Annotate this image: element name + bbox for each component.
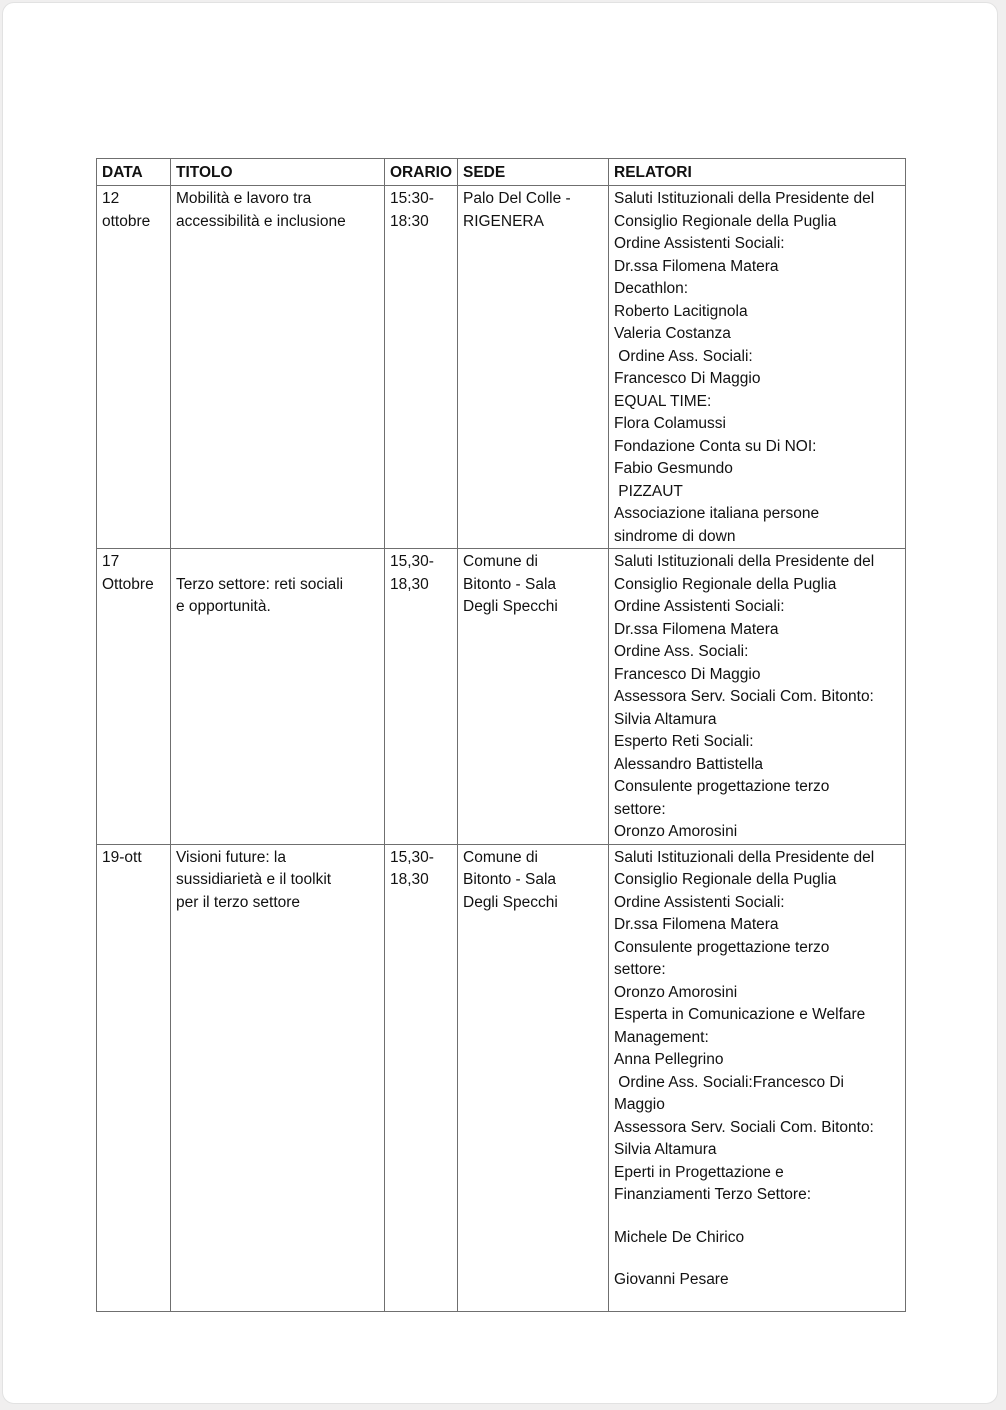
cell-line: Esperta in Comunicazione e Welfare bbox=[614, 1006, 866, 1023]
cell-line: Alessandro Battistella bbox=[614, 755, 764, 773]
cell-line: sussidiarietà e il toolkit bbox=[176, 871, 332, 888]
schedule-table bbox=[96, 158, 906, 1312]
cell-line: Ordine Ass. Sociali: bbox=[614, 643, 749, 660]
cell-line: Giovanni Pesare bbox=[614, 1271, 729, 1288]
cell-relatori bbox=[609, 844, 906, 1311]
cell-line: PIZZAUT bbox=[614, 482, 683, 500]
cell-line: 12 bbox=[102, 190, 120, 207]
cell-line: e opportunità. bbox=[176, 598, 271, 615]
cell-line: RIGENERA bbox=[463, 212, 544, 230]
header-row bbox=[97, 159, 906, 186]
cell-orario bbox=[385, 186, 458, 549]
cell-line: Finanziamenti Terzo Settore: bbox=[614, 1186, 812, 1203]
document-page bbox=[2, 2, 998, 1404]
cell-line: Ordine Ass. Sociali:Francesco Di bbox=[614, 1073, 845, 1091]
cell-titolo bbox=[171, 549, 385, 845]
cell-line: Decathlon: bbox=[614, 280, 689, 297]
cell-line: 15,30- bbox=[390, 553, 434, 570]
cell-line: Michele De Chirico bbox=[614, 1228, 745, 1246]
header-orario: ORARIO bbox=[385, 159, 458, 186]
cell-line: 19-ott bbox=[102, 848, 142, 866]
cell-line: Eperti in Progettazione e bbox=[614, 1163, 784, 1181]
cell-line: Saluti Istituzionali della Presidente del bbox=[614, 553, 875, 570]
cell-line: 18,30 bbox=[390, 871, 429, 888]
cell-line: Anna Pellegrino bbox=[614, 1051, 724, 1068]
header-data: DATA bbox=[97, 159, 171, 186]
cell-line: Mobilità e lavoro tra bbox=[176, 190, 312, 207]
cell-line: Management: bbox=[614, 1028, 709, 1046]
cell-line: settore: bbox=[614, 961, 666, 978]
cell-line: Assessora Serv. Sociali Com. Bitonto: bbox=[614, 1118, 874, 1136]
cell-line: Bitonto - Sala bbox=[463, 575, 557, 593]
table-row bbox=[97, 549, 906, 845]
cell-sede bbox=[458, 844, 609, 1311]
cell-line: 15:30- bbox=[390, 190, 434, 207]
cell-orario bbox=[385, 549, 458, 845]
cell-line: Oronzo Amorosini bbox=[614, 983, 738, 1001]
cell-line: Ottobre bbox=[102, 575, 154, 593]
cell-line: Saluti Istituzionali della Presidente del bbox=[614, 190, 875, 207]
cell-line: ottobre bbox=[102, 212, 151, 230]
cell-line: EQUAL TIME: bbox=[614, 392, 712, 410]
cell-line: Maggio bbox=[614, 1096, 665, 1113]
cell-line: Esperto Reti Sociali: bbox=[614, 733, 754, 750]
cell-line: Terzo settore: reti sociali bbox=[176, 575, 344, 593]
cell-relatori bbox=[609, 186, 906, 549]
cell-line: Francesco Di Maggio bbox=[614, 370, 761, 387]
cell-line: Associazione italiana persone bbox=[614, 505, 820, 522]
cell-data bbox=[97, 549, 171, 845]
cell-sede bbox=[458, 549, 609, 845]
cell-titolo bbox=[171, 844, 385, 1311]
cell-line: 17 bbox=[102, 553, 120, 570]
table-row bbox=[97, 186, 906, 549]
cell-line: Dr.ssa Filomena Matera bbox=[614, 916, 779, 933]
cell-line: Dr.ssa Filomena Matera bbox=[614, 620, 779, 638]
cell-line: Consiglio Regionale della Puglia bbox=[614, 871, 837, 888]
cell-line: Dr.ssa Filomena Matera bbox=[614, 257, 779, 275]
cell-line: Palo Del Colle - bbox=[463, 190, 571, 207]
cell-line: Saluti Istituzionali della Presidente del bbox=[614, 848, 875, 866]
header-relatori: RELATORI bbox=[609, 159, 906, 186]
cell-line: Fondazione Conta su Di NOI: bbox=[614, 437, 817, 455]
cell-line: Silvia Altamura bbox=[614, 710, 717, 728]
cell-sede bbox=[458, 186, 609, 549]
header-titolo: TITOLO bbox=[171, 159, 385, 186]
cell-relatori bbox=[609, 549, 906, 845]
cell-line: Oronzo Amorosini bbox=[614, 823, 738, 840]
cell-line bbox=[614, 1207, 900, 1227]
cell-line: settore: bbox=[614, 800, 666, 818]
cell-line: Ordine Assistenti Sociali: bbox=[614, 598, 785, 615]
cell-line: Francesco Di Maggio bbox=[614, 665, 761, 683]
cell-line: Valeria Costanza bbox=[614, 325, 731, 342]
header-sede: SEDE bbox=[458, 159, 609, 186]
cell-titolo bbox=[171, 186, 385, 549]
cell-line: Assessora Serv. Sociali Com. Bitonto: bbox=[614, 688, 874, 705]
cell-line: 15,30- bbox=[390, 848, 434, 866]
cell-line: Degli Specchi bbox=[463, 598, 558, 615]
cell-line: 18:30 bbox=[390, 212, 429, 230]
cell-line: Comune di bbox=[463, 848, 538, 866]
cell-line: 18,30 bbox=[390, 575, 429, 593]
cell-line: Fabio Gesmundo bbox=[614, 460, 733, 477]
cell-line: Ordine Assistenti Sociali: bbox=[614, 235, 785, 252]
cell-line: Bitonto - Sala bbox=[463, 871, 557, 888]
cell-line: Visioni future: la bbox=[176, 848, 286, 866]
table-row bbox=[97, 844, 906, 1311]
cell-line: Ordine Assistenti Sociali: bbox=[614, 893, 785, 911]
cell-line: Comune di bbox=[463, 553, 538, 570]
cell-line: accessibilità e inclusione bbox=[176, 212, 346, 230]
cell-line: Flora Colamussi bbox=[614, 415, 726, 432]
cell-data bbox=[97, 844, 171, 1311]
cell-line: Roberto Lacitignola bbox=[614, 302, 748, 320]
cell-line bbox=[614, 1249, 900, 1269]
cell-line: Consiglio Regionale della Puglia bbox=[614, 212, 837, 230]
cell-line: Silvia Altamura bbox=[614, 1141, 717, 1158]
cell-line: Ordine Ass. Sociali: bbox=[614, 347, 753, 365]
cell-line: Consulente progettazione terzo bbox=[614, 938, 830, 956]
cell-orario bbox=[385, 844, 458, 1311]
cell-line: per il terzo settore bbox=[176, 893, 301, 911]
cell-line: sindrome di down bbox=[614, 527, 736, 545]
cell-line: Consulente progettazione terzo bbox=[614, 778, 830, 795]
cell-data bbox=[97, 186, 171, 549]
cell-line: Consiglio Regionale della Puglia bbox=[614, 575, 837, 593]
cell-line: Degli Specchi bbox=[463, 893, 558, 911]
